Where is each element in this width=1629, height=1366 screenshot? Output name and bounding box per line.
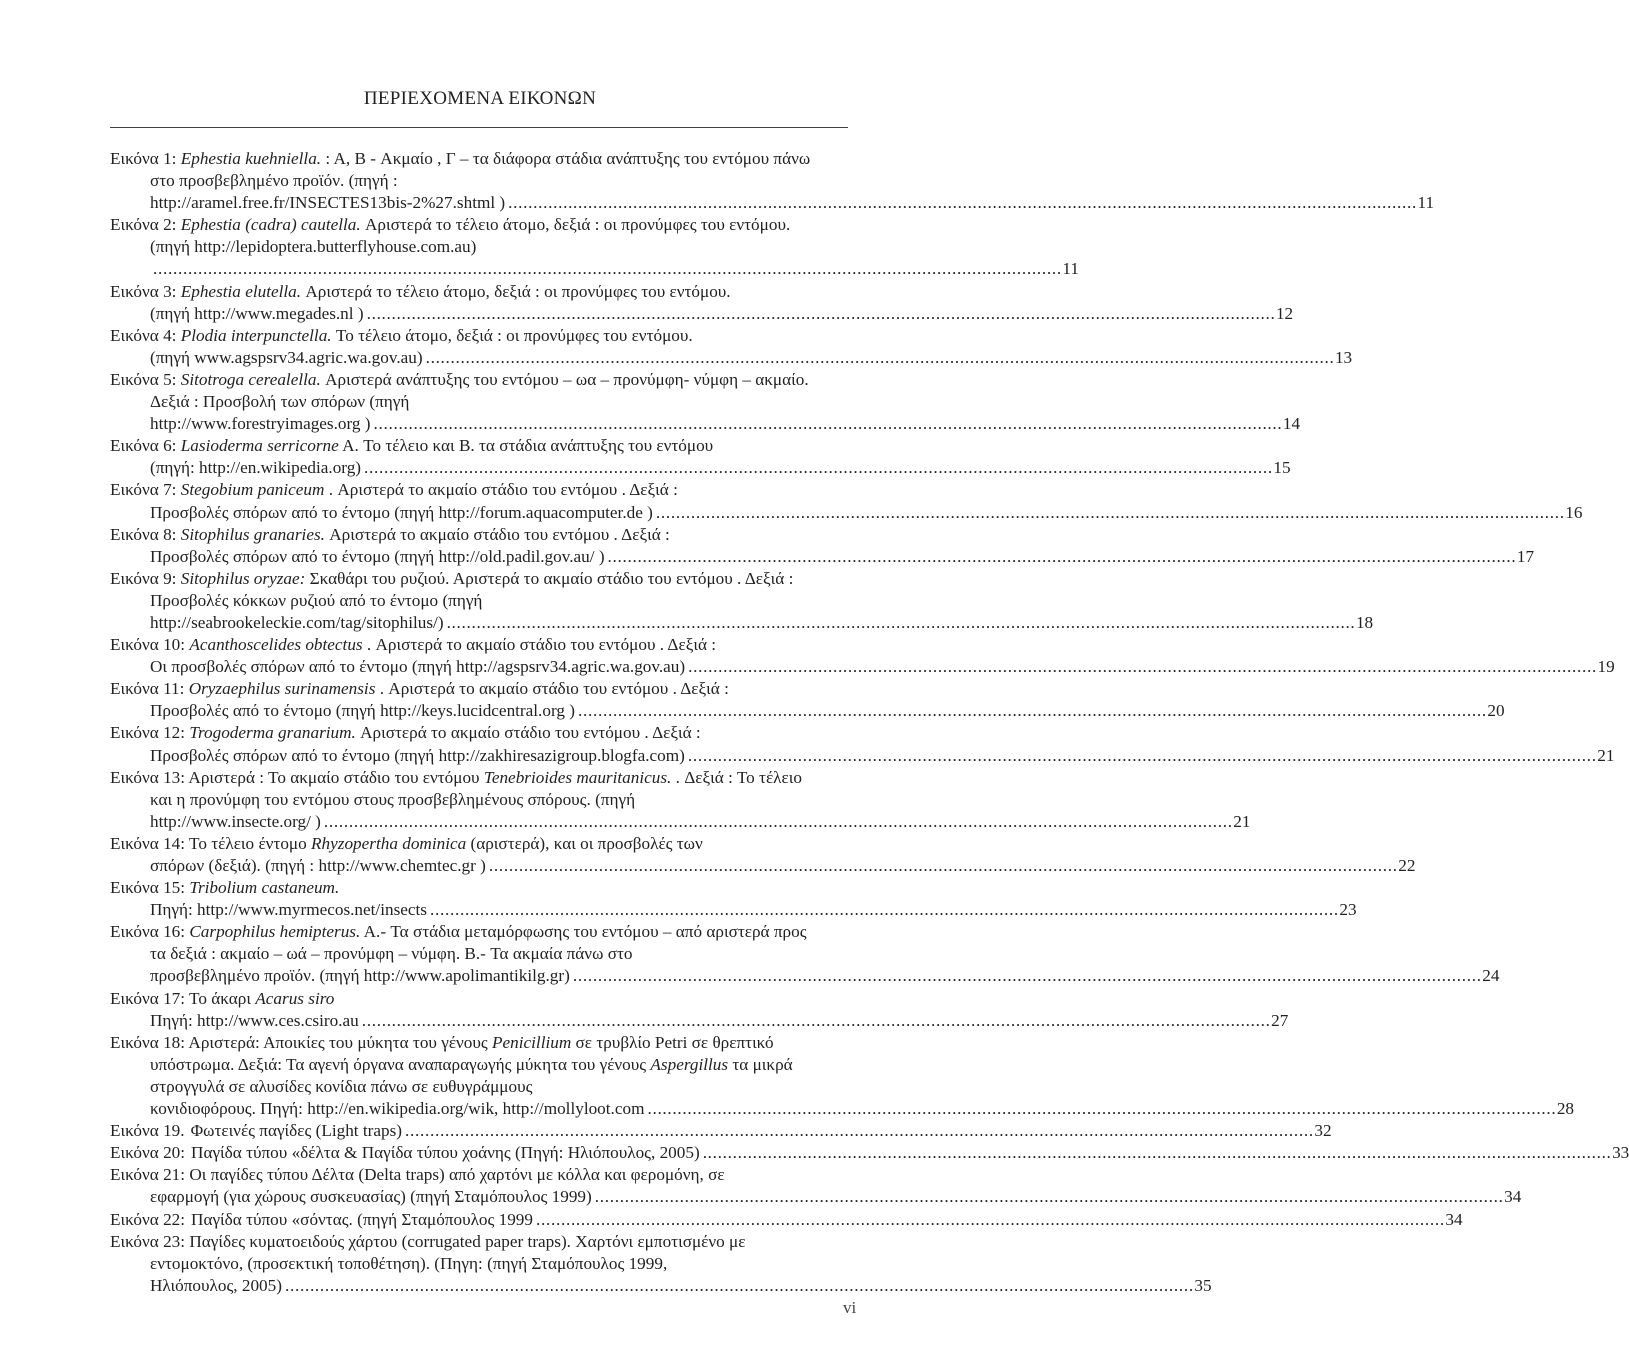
dot-leader: [688, 656, 1594, 678]
figure-entry[interactable]: [110, 524, 1535, 568]
page-ref: 34: [1445, 1209, 1463, 1229]
leader-line: [150, 546, 1535, 568]
species-name: Carpophilus hemipterus.: [189, 922, 361, 942]
page-ref: 21: [1233, 811, 1251, 831]
source-text: (πηγή: http://en.wikipedia.org): [150, 458, 362, 478]
caption-text: A.- Τα στάδια μεταμόρφωσης του εντόμου – από αριστερά προς τα δεξιά : ακμαίο – ωά – προνύμφη – νύμφη. B.- Τα ακμαία πάνω στο: [150, 922, 807, 964]
page-ref: 20: [1487, 701, 1505, 721]
figure-label: Εικόνα 1:: [110, 149, 177, 168]
page-ref: 12: [1275, 303, 1294, 323]
figure-label: Εικόνα 20:: [110, 1143, 186, 1163]
species-name: Sitotroga cerealella.: [180, 369, 321, 389]
species-name: Stegobium paniceum: [180, 480, 325, 500]
caption-text: Το τέλειο άτομο, δεξιά : οι προνύμφες του εντόμου.: [331, 325, 693, 345]
caption-text: Αριστερά το ακμαίο στάδιο του εντόμου . Δεξιά :: [324, 524, 670, 544]
page-ref: 33: [1612, 1143, 1629, 1163]
page-ref: 35: [1194, 1275, 1212, 1295]
title-divider: [110, 127, 848, 128]
caption-text: Αριστερά : Το ακμαίο στάδιο του εντόμου: [188, 767, 484, 787]
dot-leader: [374, 413, 1280, 435]
page-ref: 15: [1273, 458, 1291, 478]
leader-line: [150, 1098, 1575, 1120]
page-number: vi: [843, 1298, 857, 1317]
leader-line: [150, 656, 1615, 678]
leader-line: [150, 258, 1079, 280]
figure-entry[interactable]: [110, 435, 1291, 479]
caption-text: Αριστερά το τέλειο άτομο, δεξιά : οι προνύμφες του εντόμου.: [301, 281, 731, 301]
species-name: Ephestia (cadra) cautella.: [180, 215, 361, 235]
source-text: http://seabrookeleckie.com/tag/sitophilus/): [150, 612, 444, 632]
figure-label: Εικόνα 5:: [110, 369, 177, 389]
figure-label: Εικόνα 21:: [110, 1165, 186, 1185]
caption-text: : A, B - Ακμαίο , Γ – τα διάφορα στάδια ανάπτυξης του εντόμου πάνω στο προσβεβλημένο προϊόν. (πηγή :: [150, 149, 811, 191]
leader-line: [150, 855, 1416, 877]
leader-line: [191, 1142, 1629, 1164]
figure-label: Εικόνα 9:: [110, 568, 177, 588]
figure-label: Εικόνα 13:: [110, 767, 186, 787]
figure-entry[interactable]: [110, 1209, 1463, 1231]
page-ref: 11: [1417, 193, 1435, 213]
figure-entry[interactable]: [110, 369, 1301, 435]
dot-leader: [430, 899, 1336, 921]
caption-text: Το άκαρι: [189, 988, 256, 1008]
figure-entry[interactable]: [110, 767, 1251, 833]
source-text: Φωτεινές παγίδες (Light traps): [190, 1121, 402, 1141]
figure-entry[interactable]: [110, 921, 1500, 987]
source-text: (πηγή www.agspsrv34.agric.wa.gov.au): [150, 347, 423, 367]
species-name: Oryzaephilus surinamensis: [188, 679, 376, 699]
species-name: Sitophilus oryzae:: [180, 568, 306, 588]
dot-leader: [405, 1120, 1311, 1142]
figure-label: Εικόνα 19.: [110, 1121, 185, 1141]
species-name: Rhyzopertha dominica: [311, 833, 467, 853]
page-ref: 13: [1334, 347, 1353, 367]
source-text: Προσβολές σπόρων από το έντομο (πηγή http://zakhiresazigroup.blogfa.com): [150, 745, 685, 765]
leader-line: [191, 1120, 1332, 1142]
source-text: κονιδιοφόρους. Πηγή: http://en.wikipedia.org/wik, http://mollyloot.com: [150, 1099, 645, 1119]
figure-entry[interactable]: [110, 479, 1583, 523]
figure-entry[interactable]: [110, 1231, 1212, 1297]
figure-label: Εικόνα 23:: [110, 1231, 186, 1251]
dot-leader: [688, 745, 1594, 767]
dot-leader: [362, 1010, 1268, 1032]
source-text: http://www.insecte.org/ ): [150, 811, 321, 831]
page-ref: 32: [1314, 1121, 1332, 1141]
leader-line: [150, 192, 1435, 214]
species-name: Ephestia kuehniella.: [180, 149, 322, 168]
dot-leader: [508, 192, 1414, 214]
caption-text: Οι παγίδες τύπου Δέλτα (Delta traps) από χαρτόνι με κόλλα και φερομόνη, σε: [189, 1165, 725, 1185]
leader-line: [150, 612, 1374, 634]
species-name: Acarus siro: [255, 988, 335, 1008]
page-ref: 14: [1282, 414, 1301, 434]
leader-line: [150, 1010, 1289, 1032]
page-ref: 16: [1565, 502, 1583, 522]
leader-line: [150, 899, 1357, 921]
figure-entry[interactable]: [110, 1142, 1629, 1164]
figure-entry[interactable]: [110, 281, 1294, 325]
figure-label: Εικόνα 14:: [110, 833, 186, 853]
figure-label: Εικόνα 16:: [110, 922, 186, 942]
leader-line: [150, 502, 1583, 524]
leader-line: [150, 457, 1291, 479]
leader-line: [150, 745, 1615, 767]
dot-leader: [578, 700, 1484, 722]
dot-leader: [153, 258, 1059, 280]
figure-entry[interactable]: [110, 678, 1505, 722]
figure-entry[interactable]: [110, 1164, 1522, 1208]
figure-label: Εικόνα 12:: [110, 723, 186, 743]
source-text: εφαρμογή (για χώρους συσκευασίας) (πηγή Σταμόπουλος 1999): [150, 1187, 592, 1207]
dot-leader: [489, 855, 1395, 877]
source-text: σπόρων (δεξιά). (πηγή : http://www.chemtec.gr ): [150, 856, 486, 875]
dot-leader: [324, 811, 1230, 833]
page-ref: 24: [1482, 966, 1500, 986]
leader-line: [150, 1275, 1212, 1297]
leader-line: [150, 700, 1505, 722]
figure-entry[interactable]: [110, 1032, 1575, 1120]
figure-list: [110, 148, 1629, 1297]
figure-label: Εικόνα 17:: [110, 988, 186, 1008]
figure-label: Εικόνα 11:: [110, 679, 185, 699]
caption-text: . Αριστερά το ακμαίο στάδιο του εντόμου . Δεξιά :: [362, 635, 717, 655]
dot-leader: [608, 546, 1514, 568]
figure-label: Εικόνα 2:: [110, 215, 177, 235]
dot-leader: [647, 1098, 1553, 1120]
page-ref: 34: [1504, 1187, 1522, 1207]
species-name: Aspergillus: [650, 1054, 729, 1074]
figure-label: Εικόνα 8:: [110, 524, 177, 544]
leader-line: [150, 1186, 1522, 1208]
source-text: http://aramel.free.fr/INSECTES13bis-2%27.shtml ): [150, 193, 506, 213]
figure-entry[interactable]: [110, 722, 1615, 766]
caption-text: Αριστερά: Αποικίες του μύκητα του γένους: [188, 1032, 493, 1052]
dot-leader: [536, 1209, 1442, 1231]
caption-text: Παγίδες κυματοειδούς χάρτου (corrugated paper traps). Χαρτόνι εμποτισμένο με εντομοκτόνο, (προσεκτική τοποθέτηση). (Πηγη: (πηγή Σταμόπουλος 1999,: [150, 1231, 746, 1273]
caption-text: Σκαθάρι του ρυζιού. Αριστερά το ακμαίο στάδιο του εντόμου . Δεξιά : Προσβολές κόκκων ρυζιού από το έντομο (πηγή: [150, 568, 794, 610]
leader-line: [150, 965, 1500, 987]
leader-line: [150, 303, 1294, 325]
figure-entry[interactable]: [110, 1120, 1332, 1142]
page-ref: 11: [1062, 259, 1079, 279]
caption-text: . Δεξιά : Το τέλειο και η προνύμφη του εντόμου στους προσβεβλημένους σπόρους. (πηγή: [150, 767, 802, 809]
species-name: Ephestia elutella.: [180, 281, 302, 301]
species-name: Sitophilus granaries.: [180, 524, 325, 544]
source-text: Ηλιόπουλος, 2005): [150, 1275, 282, 1295]
page-ref: 21: [1597, 745, 1615, 765]
page-ref: 27: [1271, 1010, 1289, 1030]
caption-text: . Αριστερά το ακμαίο στάδιο του εντόμου . Δεξιά :: [375, 679, 729, 699]
caption-text: Το τέλειο έντομο: [189, 833, 312, 853]
dot-leader: [573, 965, 1479, 987]
leader-line: [150, 347, 1353, 369]
caption-text: . Αριστερά το ακμαίο στάδιο του εντόμου . Δεξιά :: [324, 480, 678, 500]
source-text: Οι προσβολές σπόρων από το έντομο (πηγή http://agspsrv34.agric.wa.gov.au): [150, 657, 686, 677]
page-ref: 17: [1516, 546, 1535, 566]
page-ref: 19: [1597, 657, 1615, 677]
figure-entry[interactable]: [110, 568, 1374, 634]
caption-text: τα μικρά στρογγυλά σε αλυσίδες κονίδια πάνω σε ευθυγράμμους: [150, 1054, 793, 1096]
source-text: Προσβολές από το έντομο (πηγή http://keys.lucidcentral.org ): [150, 701, 575, 721]
source-text: προσβεβλημένο προϊόν. (πηγή http://www.apolimantikilg.gr): [150, 966, 570, 986]
caption-text: (αριστερά), και οι προσβολές των: [466, 833, 703, 853]
figure-entry[interactable]: [110, 325, 1353, 369]
figure-entry[interactable]: [110, 988, 1289, 1032]
species-name: Acanthoscelides obtectus: [189, 635, 363, 655]
leader-line: [150, 413, 1301, 435]
caption-text: A. Το τέλειο και B. τα στάδια ανάπτυξης του εντόμου: [338, 436, 714, 456]
figure-entry[interactable]: [110, 833, 1416, 877]
source-text: Προσβολές σπόρων από το έντομο (πηγή http://forum.aquacomputer.de ): [150, 502, 653, 522]
dot-leader: [426, 347, 1332, 369]
figure-label: Εικόνα 18:: [110, 1032, 186, 1052]
source-text: Πηγή: http://www.myrmecos.net/insects: [150, 900, 427, 920]
page-ref: 18: [1355, 612, 1374, 632]
species-name: Plodia interpunctella.: [180, 325, 332, 345]
dot-leader: [367, 303, 1273, 325]
caption-text: Αριστερά το τέλειο άτομο, δεξιά : οι προνύμφες του εντόμου. (πηγή http://lepidoptera.butterflyhouse.com.au): [150, 215, 791, 257]
species-name: Tenebrioides mauritanicus.: [483, 767, 672, 787]
figure-label: Εικόνα 15:: [110, 878, 186, 898]
page-ref: 23: [1339, 900, 1357, 920]
source-text: Παγίδα τύπου «δέλτα & Παγίδα τύπου χοάνης (Πηγή: Ηλιόπουλος, 2005): [191, 1143, 700, 1163]
dot-leader: [285, 1275, 1191, 1297]
figure-label: Εικόνα 3:: [110, 281, 177, 301]
species-name: Tribolium castaneum.: [189, 878, 340, 898]
leader-line: [150, 811, 1251, 833]
caption-text: Αριστερά το ακμαίο στάδιο του εντόμου . Δεξιά :: [355, 723, 701, 743]
dot-leader: [656, 502, 1562, 524]
figure-label: Εικόνα 6:: [110, 436, 177, 456]
page-title: ΠΕΡΙΕΧΟΜΕΝΑ ΕΙΚΟΝΩΝ: [363, 88, 597, 109]
figure-entry[interactable]: [110, 634, 1615, 678]
figure-label: Εικόνα 7:: [110, 480, 177, 500]
figure-label: Εικόνα 10:: [110, 635, 186, 655]
caption-text: Αριστερά ανάπτυξης του εντόμου – ωα – προνύμφη- νύμφη – ακμαίο. Δεξιά : Προσβολή των σπόρων (πηγή: [150, 369, 809, 412]
source-text: Προσβολές σπόρων από το έντομο (πηγή http://old.padil.gov.au/ ): [150, 546, 605, 566]
dot-leader: [595, 1186, 1501, 1208]
page-ref: 28: [1556, 1099, 1575, 1119]
source-text: (πηγή http://www.megades.nl ): [150, 303, 364, 323]
dot-leader: [703, 1142, 1609, 1164]
dot-leader: [364, 457, 1270, 479]
figure-entry[interactable]: [110, 877, 1357, 921]
page-ref: 22: [1398, 856, 1416, 875]
leader-line: [191, 1209, 1463, 1231]
species-name: Trogoderma granarium.: [189, 723, 356, 743]
species-name: Penicillium: [492, 1032, 572, 1052]
source-text: Πηγή: http://www.ces.csiro.au: [150, 1010, 359, 1030]
species-name: Lasioderma serricorne: [180, 436, 339, 456]
figure-entry[interactable]: [110, 214, 1079, 280]
figure-entry[interactable]: [110, 148, 1435, 214]
dot-leader: [447, 612, 1353, 634]
caption-text: σε τρυβλίο Petri σε θρεπτικό υπόστρωμα. Δεξιά: Τα αγενή όργανα αναπαραγωγής μύκητα του γένους: [150, 1032, 774, 1074]
figure-label: Εικόνα 4:: [110, 325, 177, 345]
figure-label: Εικόνα 22:: [110, 1209, 186, 1229]
source-text: Παγίδα τύπου «σόντας. (πηγή Σταμόπουλος 1999: [191, 1209, 533, 1229]
source-text: http://www.forestryimages.org ): [150, 414, 371, 434]
